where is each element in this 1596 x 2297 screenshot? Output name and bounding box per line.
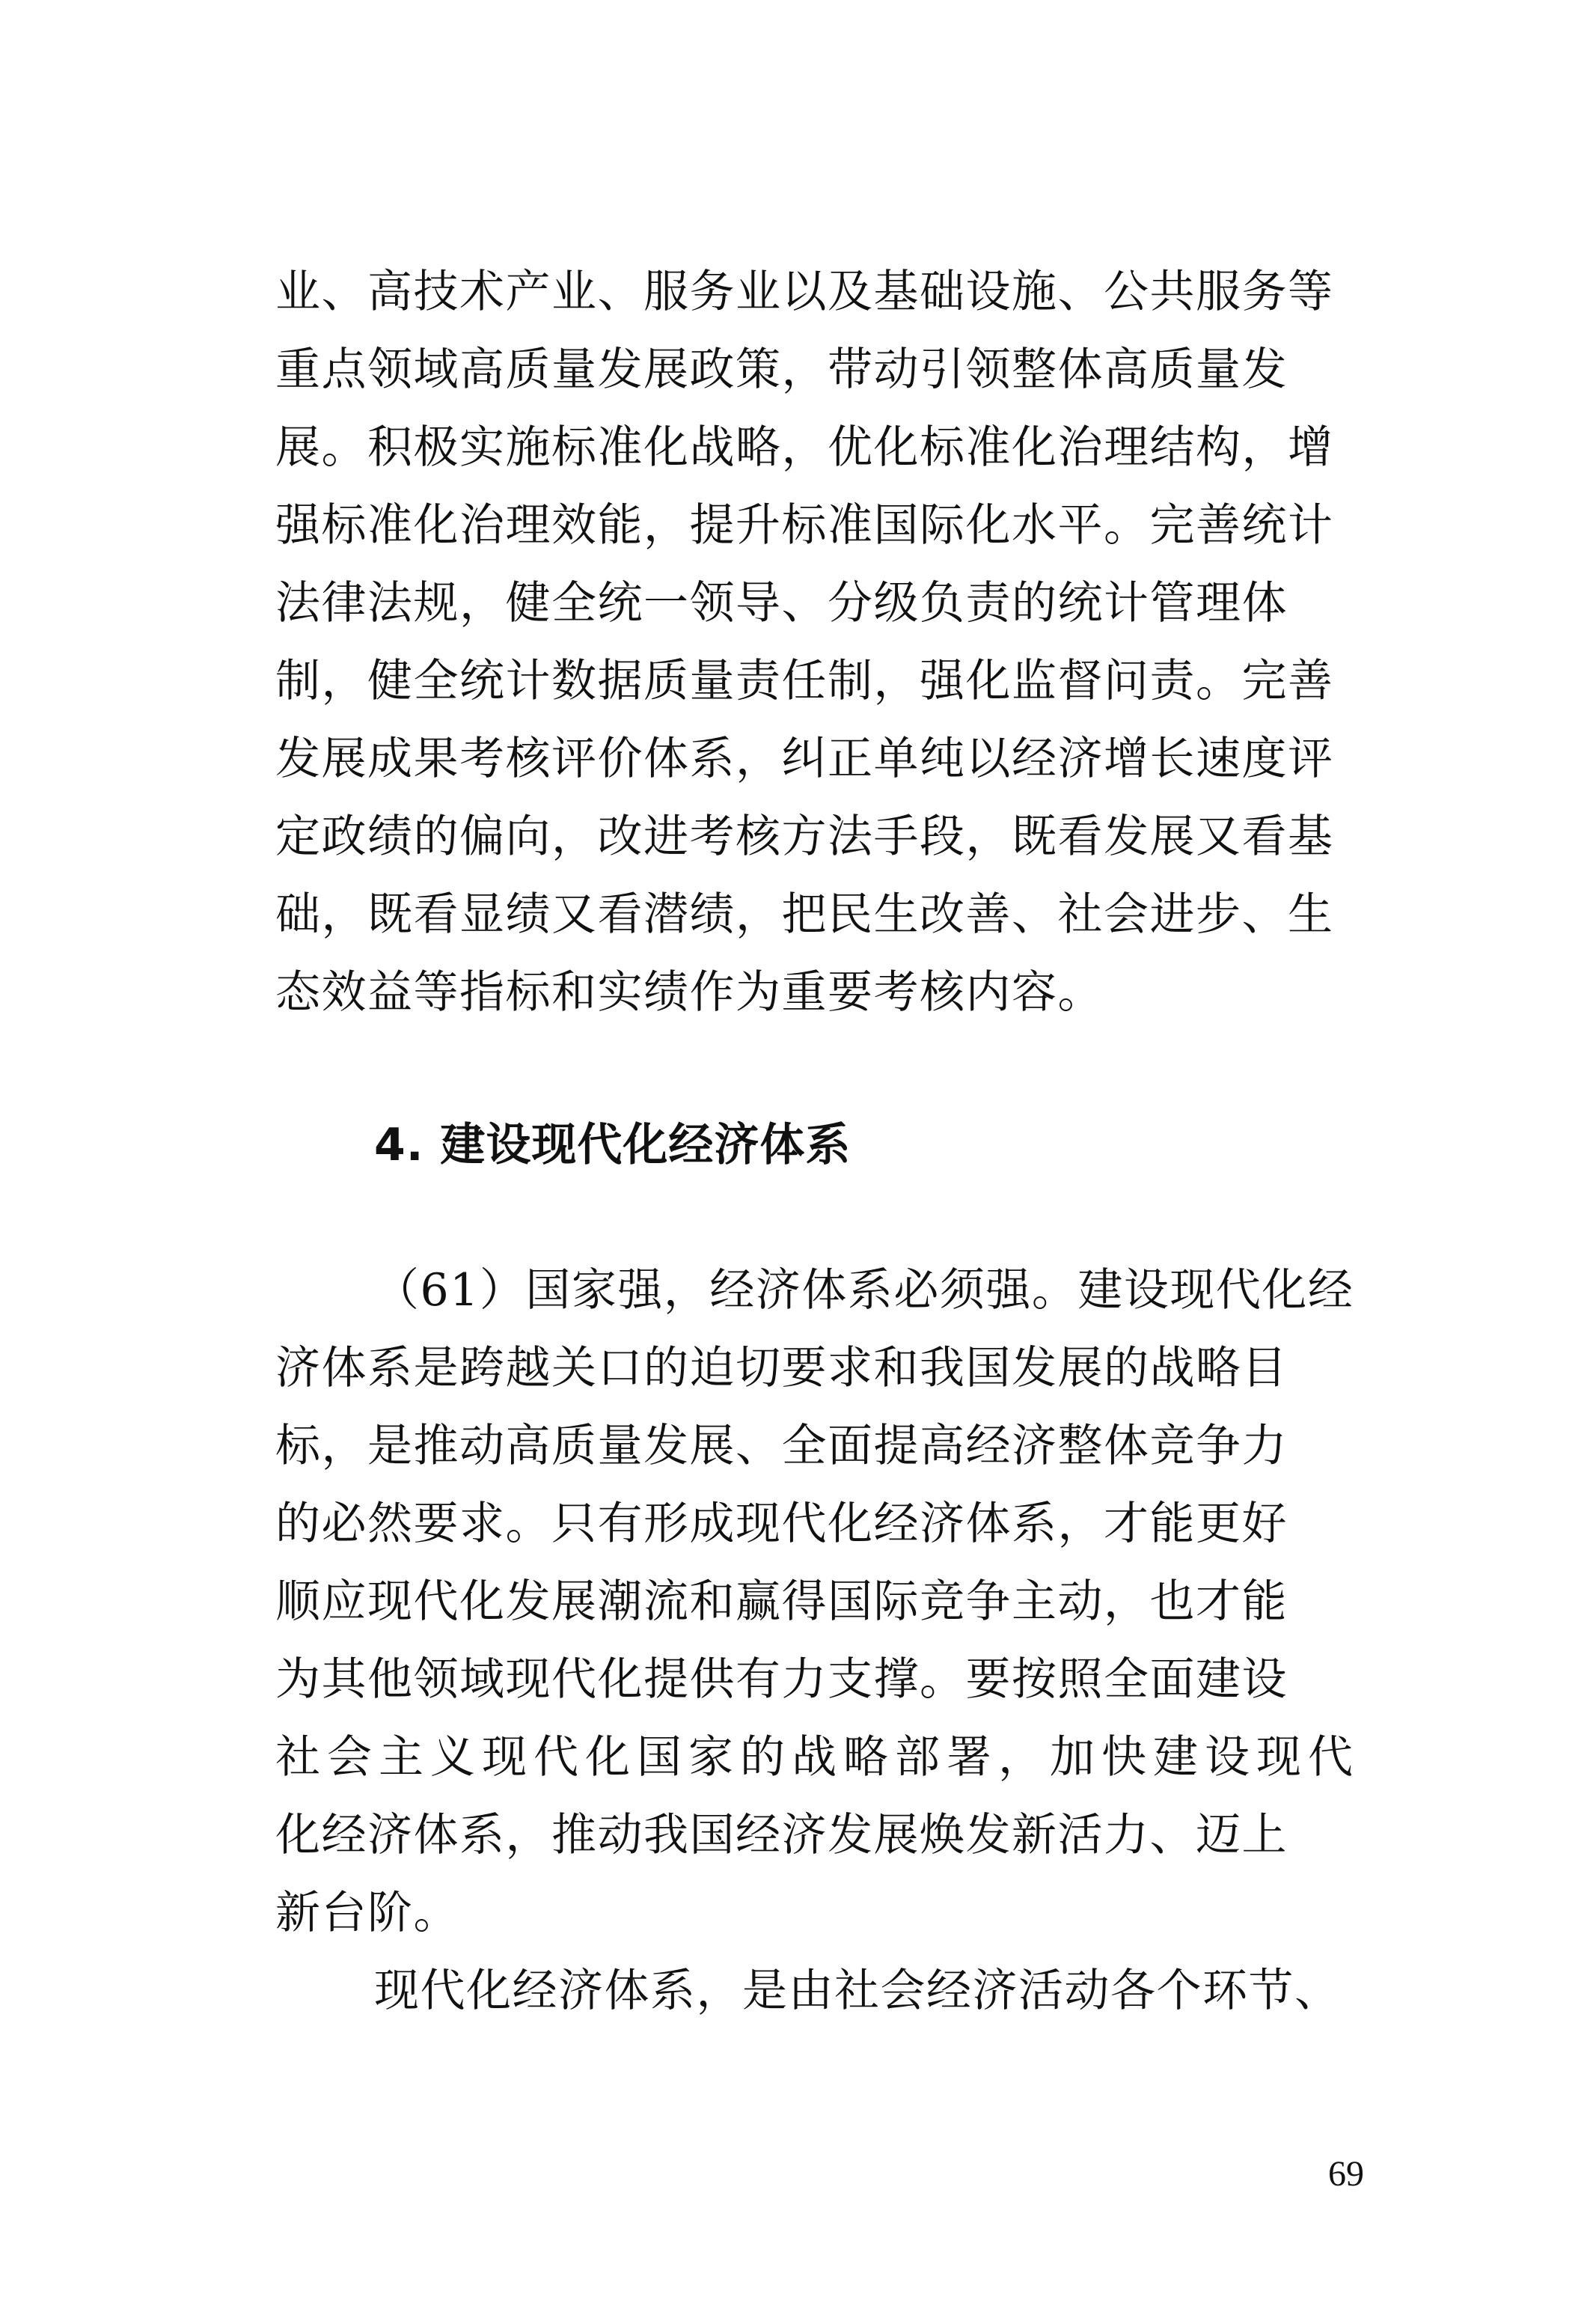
text-line: 强标准化治理效能，提升标准国际化水平。完善统计 xyxy=(275,499,1334,552)
text-line: 发展成果考核评价体系，纠正单纯以经济增长速度评 xyxy=(275,733,1334,785)
page-number: 69 xyxy=(1328,2154,1364,2194)
text-line: 顺应现代化发展潮流和赢得国际竞争主动，也才能 xyxy=(275,1575,1288,1628)
text-line: 定政绩的偏向，改进考核方法手段，既看发展又看基 xyxy=(275,811,1334,863)
text-line: 标，是推动高质量发展、全面提高经济整体竞争力 xyxy=(275,1420,1288,1472)
text-line: 法律法规，健全统一领导、分级负责的统计管理体 xyxy=(275,577,1288,629)
text-line: 社会主义现代化国家的战略部署，加快建设现代 xyxy=(275,1731,1360,1784)
text-line: 现代化经济体系，是由社会经济活动各个环节、 xyxy=(374,1965,1341,2017)
text-line: 重点领域高质量发展政策，带动引领整体高质量发 xyxy=(275,344,1288,396)
text-line: （61）国家强，经济体系必须强。建设现代化经 xyxy=(374,1264,1354,1317)
text-line: 的必然要求。只有形成现代化经济体系，才能更好 xyxy=(275,1498,1288,1550)
text-line: 态效益等指标和实绩作为重要考核内容。 xyxy=(275,966,1104,1019)
text-line: 础，既看显绩又看潜绩，把民生改善、社会进步、生 xyxy=(275,888,1334,941)
text-line: 制，健全统计数据质量责任制，强化监督问责。完善 xyxy=(275,655,1334,707)
text-line: 展。积极实施标准化战略，优化标准化治理结构，增 xyxy=(275,421,1334,474)
section-heading: 4. 建设现代化经济体系 xyxy=(374,1119,851,1171)
text-line: 为其他领域现代化提供有力支撑。要按照全面建设 xyxy=(275,1653,1288,1706)
text-line: 济体系是跨越关口的迫切要求和我国发展的战略目 xyxy=(275,1342,1288,1394)
text-line: 新台阶。 xyxy=(275,1887,459,1939)
text-line: 业、高技术产业、服务业以及基础设施、公共服务等 xyxy=(275,266,1334,318)
text-line: 化经济体系，推动我国经济发展焕发新活力、迈上 xyxy=(275,1809,1288,1861)
